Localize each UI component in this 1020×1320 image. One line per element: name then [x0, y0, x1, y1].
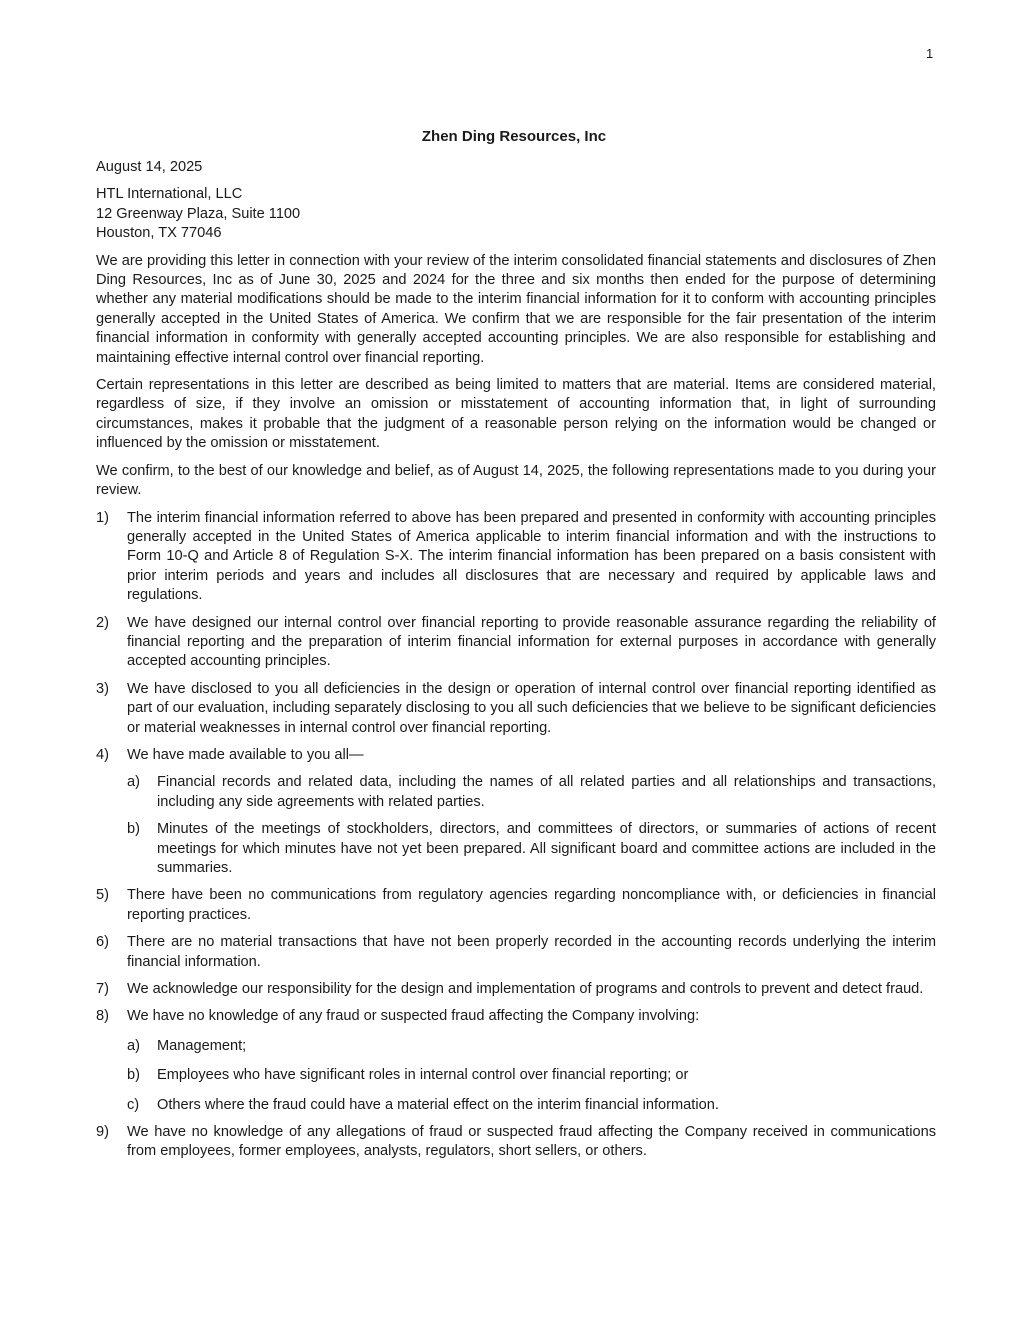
sub-item-text: Financial records and related data, including the names of all related parties and all relationships and transactions, including any side agreements with related parties.: [157, 774, 936, 810]
list-item: [96, 746, 936, 878]
page-number: 1: [926, 46, 934, 61]
list-item: [96, 1123, 936, 1162]
sub-item-number: a): [127, 1037, 140, 1054]
sub-item: [127, 1096, 936, 1115]
sub-item-number: c): [127, 1096, 140, 1113]
list-item: [96, 980, 936, 999]
representations-list: [96, 509, 936, 1162]
item-text: We have no knowledge of any fraud or suspected fraud affecting the Company involving:: [127, 1008, 700, 1025]
item-number: 2): [96, 614, 109, 631]
sub-item-number: b): [127, 1067, 140, 1084]
sub-item: [127, 773, 936, 812]
item-text: We have no knowledge of any allegations of fraud or suspected fraud affecting the Company received in communications from employees, former employees, analysts, regulators, short sellers, or others.: [127, 1124, 936, 1160]
recipient-name: HTL International, LLC: [96, 186, 243, 203]
list-item: [96, 886, 936, 925]
item-number: 3): [96, 680, 109, 697]
sub-item-text: Minutes of the meetings of stockholders, directors, and committees of directors, or summaries of actions of recent meetings for which minutes have not yet been prepared. All significant board and committee actions are included in the summaries.: [157, 821, 936, 876]
list-item: [96, 1007, 936, 1115]
item-text: The interim financial information referred to above has been prepared and presented in conformity with accounting principles generally accepted in the United States of America applicable to interim financial information and with the instructions to Form 10-Q and Article 8 of Regulation S-X. The interim financial information has been prepared on a basis consistent with prior interim periods and years and includes all disclosures that are necessary and required by applicable laws and regulations.: [127, 509, 936, 604]
sub-item-text: Employees who have significant roles in internal control over financial reporting; or: [157, 1067, 689, 1084]
letter-body: [96, 158, 936, 1170]
sub-item-number: a): [127, 774, 140, 791]
item-text: We acknowledge our responsibility for the design and implementation of programs and controls to prevent and detect fraud.: [127, 981, 924, 998]
sub-item: [127, 1066, 936, 1085]
materiality-paragraph: Certain representations in this letter are described as being limited to matters that are material. Items are considered material, regardless of size, if they involve an omission or misstatement of accounting information that, in light of surrounding circumstances, makes it probable that the judgment of a reasonable person relying on the information would be changed or influenced by the omission or misstatement.: [96, 377, 936, 452]
sub-item-number: b): [127, 821, 140, 838]
sub-item: [127, 820, 936, 878]
intro-paragraph: We are providing this letter in connection with your review of the interim consolidated financial statements and disclosures of Zhen Ding Resources, Inc as of June 30, 2025 and 2024 for the three and six months then ended for the purpose of determining whether any material modifications should be made to the interim financial information for it to conform with accounting principles generally accepted in the United States of America. We confirm that we are responsible for the fair presentation of the interim financial information in conformity with generally accepted accounting principles. We are also responsible for establishing and maintaining effective internal control over financial reporting.: [96, 252, 936, 366]
item-number: 6): [96, 934, 109, 951]
item-text: There have been no communications from regulatory agencies regarding noncompliance with, or deficiencies in financial reporting practices.: [127, 887, 936, 923]
item-number: 7): [96, 981, 109, 998]
sub-item-text: Management;: [157, 1037, 247, 1054]
recipient-address: [96, 185, 936, 243]
sub-item-text: Others where the fraud could have a material effect on the interim financial information.: [157, 1096, 719, 1113]
letter-date: August 14, 2025: [96, 159, 203, 175]
item-number: 1): [96, 509, 109, 526]
list-item: [96, 680, 936, 738]
item-text: We have designed our internal control over financial reporting to provide reasonable assurance regarding the reliability of financial reporting and the preparation of interim financial information for external purposes in accordance with generally accepted accounting principles.: [127, 614, 936, 670]
item-text: There are no material transactions that have not been properly recorded in the accounting records underlying the interim financial information.: [127, 934, 936, 970]
list-item: [96, 509, 936, 606]
recipient-street: 12 Greenway Plaza, Suite 1100: [96, 205, 301, 222]
company-title: Zhen Ding Resources, Inc: [421, 128, 607, 145]
confirmation-paragraph: We confirm, to the best of our knowledge and belief, as of August 14, 2025, the following representations made to you during your review.: [96, 462, 936, 499]
list-item: [96, 933, 936, 972]
item-number: 4): [96, 746, 109, 763]
item-text: We have disclosed to you all deficiencies in the design or operation of internal control over financial reporting identified as part of our evaluation, including separately disclosing to you all such deficiencies that we believe to be significant deficiencies or material weaknesses in internal control over financial reporting.: [127, 680, 936, 736]
list-item: [96, 614, 936, 672]
recipient-city: Houston, TX 77046: [96, 225, 222, 242]
item-text: We have made available to you all—: [127, 746, 364, 763]
item-number: 8): [96, 1008, 109, 1025]
sub-item: [127, 1037, 936, 1056]
item-number: 9): [96, 1124, 109, 1141]
item-number: 5): [96, 887, 109, 904]
